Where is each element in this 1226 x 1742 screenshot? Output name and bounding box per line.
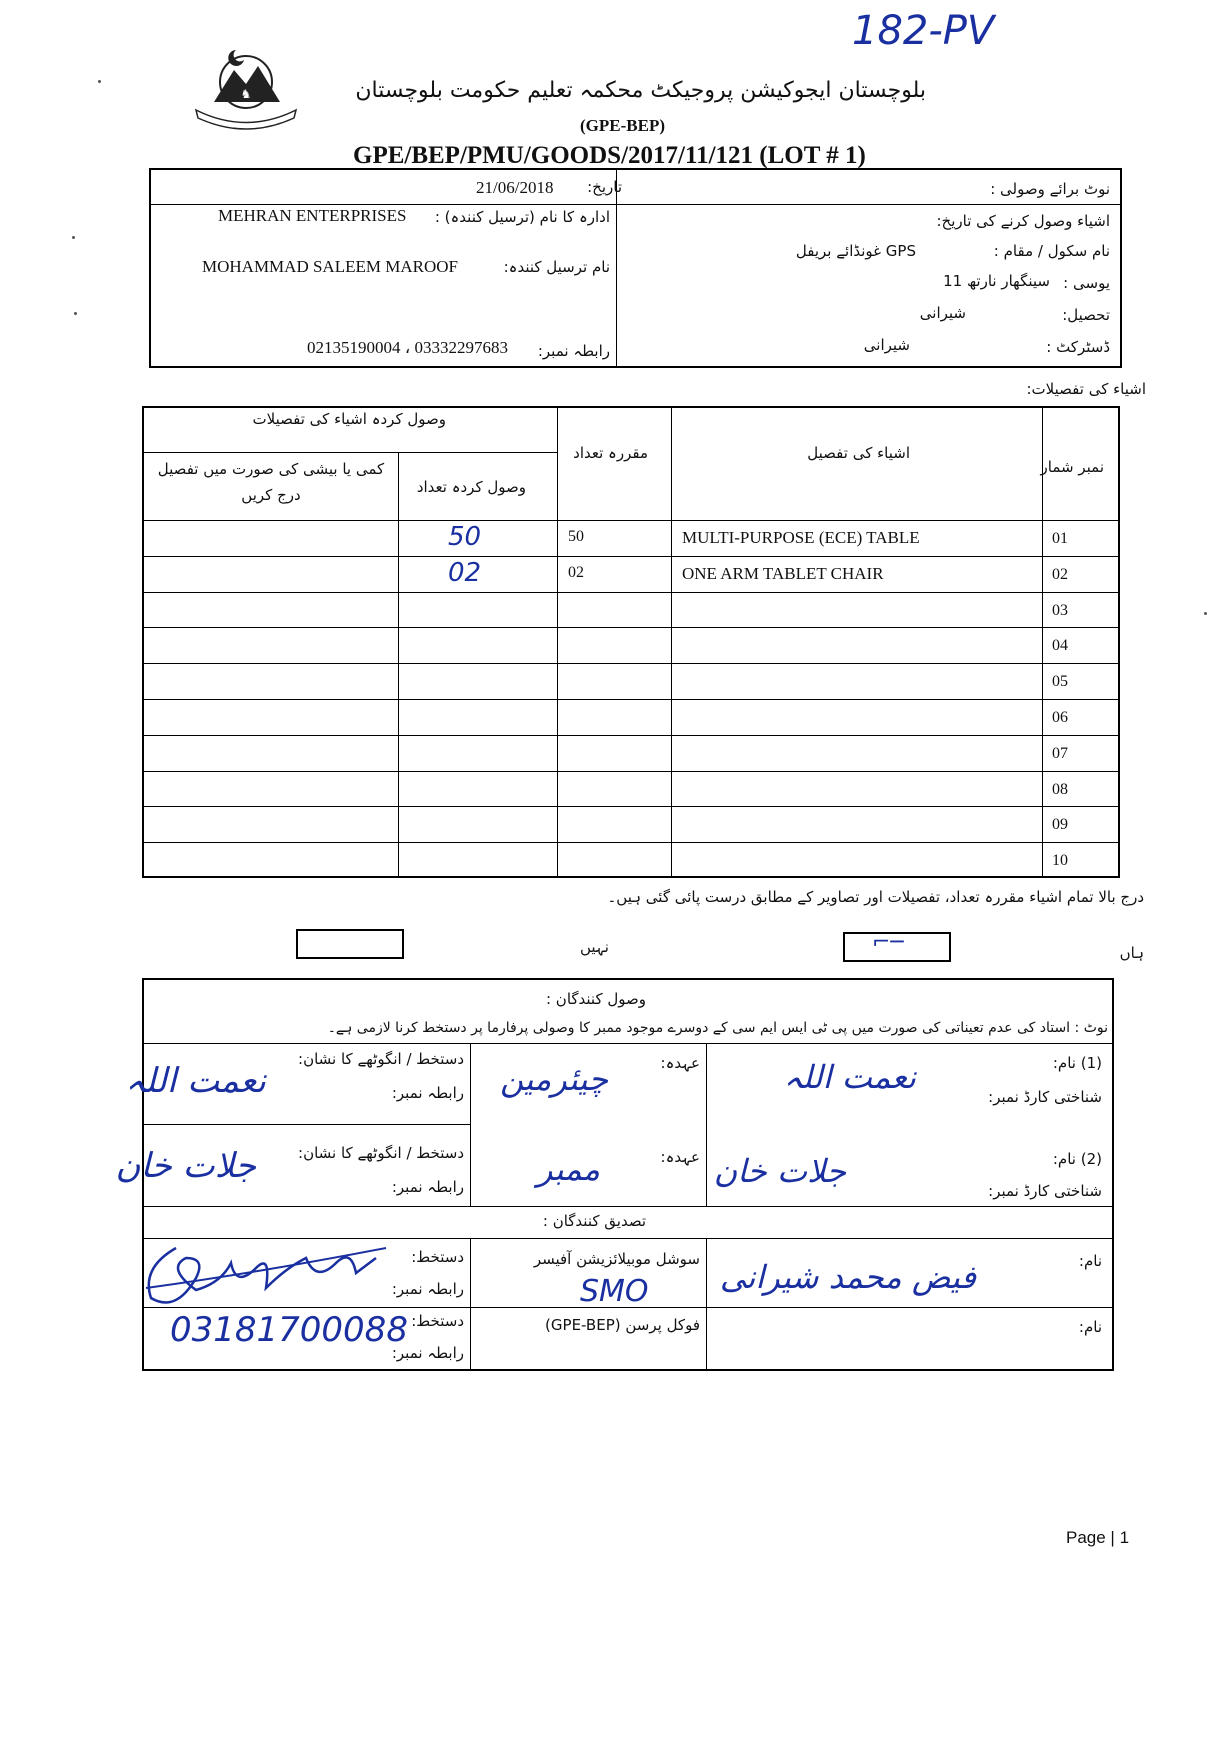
- note-label: نوٹ برائے وصولی :: [990, 180, 1110, 198]
- yes-check-mark: ⌐─: [872, 930, 904, 955]
- uc-label: یوسی :: [1063, 274, 1110, 292]
- receiver2-contact-label: رابطہ نمبر:: [391, 1178, 464, 1196]
- receiver1-contact-label: رابطہ نمبر:: [391, 1084, 464, 1102]
- row-serial: 04: [1052, 637, 1068, 655]
- receiver1-sign-value: نعمت اللہ: [125, 1061, 266, 1101]
- contact-value: 02135190004 ، 03332297683: [307, 338, 508, 357]
- row-serial: 01: [1052, 530, 1068, 547]
- district-label: ڈسٹرکٹ :: [1046, 338, 1110, 356]
- received-date-label: اشیاء وصول کرنے کی تاریخ:: [936, 212, 1110, 230]
- handwritten-annotation: 182-PV: [852, 8, 995, 54]
- urdu-title: بلوچستان ایجوکیشن پروجیکٹ محکمہ تعلیم حکومت بلوچستان: [355, 78, 926, 103]
- row-serial: 06: [1052, 709, 1068, 726]
- svg-text:♞: ♞: [240, 87, 252, 101]
- receiver1-designation-value: چیئرمین: [500, 1060, 608, 1098]
- sender-value: MOHAMMAD SALEEM MAROOF: [202, 257, 458, 276]
- verifier2-role: فوکل پرسن (GPE-BEP): [545, 1316, 700, 1334]
- contact-label: رابطہ نمبر:: [537, 342, 610, 360]
- receiver1-sign-label: دستخط / انگوٹھے کا نشان:: [298, 1050, 464, 1068]
- school-label: نام سکول / مقام :: [993, 242, 1110, 260]
- yes-label: ہاں: [1119, 944, 1144, 962]
- receiver2-designation-value: ممبر: [537, 1150, 600, 1188]
- tehsil-label: تحصیل:: [1062, 306, 1110, 324]
- receiver2-cnic-label: شناختی کارڈ نمبر:: [988, 1182, 1102, 1200]
- receiver1-name-label: (1) نام:: [1052, 1054, 1102, 1072]
- row-item: MULTI-PURPOSE (ECE) TABLE: [682, 528, 920, 547]
- receiver2-name-value: جلات خان: [713, 1152, 846, 1190]
- verifier2-sign-label: دستخط:: [411, 1312, 464, 1330]
- verifier1-role: سوشل موبیلائزیشن آفیسر: [533, 1250, 700, 1268]
- row-received-qty: 02: [448, 557, 482, 588]
- row-serial: 09: [1052, 816, 1068, 834]
- receiver2-sign-value: جلات خان: [115, 1146, 256, 1186]
- header-fixed-qty: مقررہ تعداد: [573, 444, 648, 462]
- no-label: نہیں: [580, 938, 609, 956]
- verifier1-role-value: SMO: [580, 1274, 649, 1309]
- page-number: Page | 1: [1066, 1528, 1130, 1547]
- row-serial: 08: [1052, 780, 1068, 798]
- verifier1-sign-label: دستخط:: [411, 1248, 464, 1266]
- row-serial: 03: [1052, 601, 1068, 619]
- balochistan-logo: [186, 40, 306, 130]
- date-label: تاریخ:: [587, 178, 622, 196]
- header-discrepancy: کمی یا بیشی کی صورت میں تفصیل درج کریں: [157, 460, 385, 504]
- row-serial: 02: [1052, 565, 1068, 583]
- row-serial: 05: [1052, 673, 1068, 691]
- org-label: ادارہ کا نام (ترسیل کنندہ) :: [434, 208, 610, 226]
- header-item-detail: اشیاء کی تفصیل: [807, 444, 910, 462]
- header-serial: نمبر شمار: [1040, 458, 1104, 476]
- org-value: MEHRAN ENTERPRISES: [218, 206, 407, 225]
- verifier-contact-value: 03181700088: [170, 1310, 408, 1350]
- header-received-qty: وصول کردہ تعداد: [416, 478, 526, 496]
- row-fixed-qty: 50: [568, 528, 584, 545]
- program-sub: (GPE-BEP): [580, 116, 665, 135]
- reference-number: GPE/BEP/PMU/GOODS/2017/11/121 (LOT # 1): [353, 142, 866, 169]
- row-serial: 10: [1052, 852, 1068, 870]
- receiver1-cnic-label: شناختی کارڈ نمبر:: [988, 1088, 1102, 1106]
- verifier1-contact-label: رابطہ نمبر:: [391, 1280, 464, 1298]
- sender-label: نام ترسیل کنندہ:: [503, 258, 610, 276]
- verifier-signature: [136, 1228, 396, 1322]
- school-value: GPS غونڈائے بریفل: [795, 242, 916, 260]
- no-checkbox[interactable]: [296, 929, 404, 959]
- verifier1-name-value: فیض محمد شیرانی: [719, 1258, 976, 1296]
- district-value: شیرانی: [863, 336, 910, 354]
- items-heading: اشیاء کی تفصیلات:: [1026, 380, 1146, 398]
- receivers-note: نوٹ : استاد کی عدم تعیناتی کی صورت میں پی ٹی ایس ایم سی کے دوسرے موجود ممبر کا وصولی پرفارما پر دستخط کرنا لازمی ہے۔: [327, 1020, 1108, 1036]
- tehsil-value: شیرانی: [919, 304, 966, 322]
- receivers-heading: وصول کنندگان :: [545, 990, 646, 1008]
- row-serial: 07: [1052, 744, 1068, 762]
- verifier1-name-label: نام:: [1078, 1252, 1102, 1270]
- confirmation-statement: درج بالا تمام اشیاء مقررہ تعداد، تفصیلات اور تصاویر کے مطابق درست پائی گئی ہیں۔: [607, 888, 1144, 906]
- row-received-qty: 50: [448, 522, 482, 552]
- row-fixed-qty: 02: [568, 563, 584, 581]
- receiver2-name-label: (2) نام:: [1052, 1150, 1102, 1168]
- row-item: ONE ARM TABLET CHAIR: [682, 563, 884, 583]
- receiver1-designation-label: عہدہ:: [660, 1054, 700, 1072]
- receiver2-designation-label: عہدہ:: [660, 1148, 700, 1166]
- uc-value: سینگھار نارتھ 11: [943, 272, 1050, 290]
- receiver1-name-value: نعمت اللہ: [783, 1058, 916, 1096]
- date-value: 21/06/2018: [476, 178, 554, 197]
- verifier2-name-label: نام:: [1078, 1318, 1102, 1336]
- header-received-details: وصول کردہ اشیاء کی تفصیلات: [252, 410, 446, 428]
- receiver2-sign-label: دستخط / انگوٹھے کا نشان:: [298, 1144, 464, 1162]
- verifiers-heading: تصدیق کنندگان :: [542, 1212, 646, 1230]
- verifier2-contact-label: رابطہ نمبر:: [391, 1344, 464, 1362]
